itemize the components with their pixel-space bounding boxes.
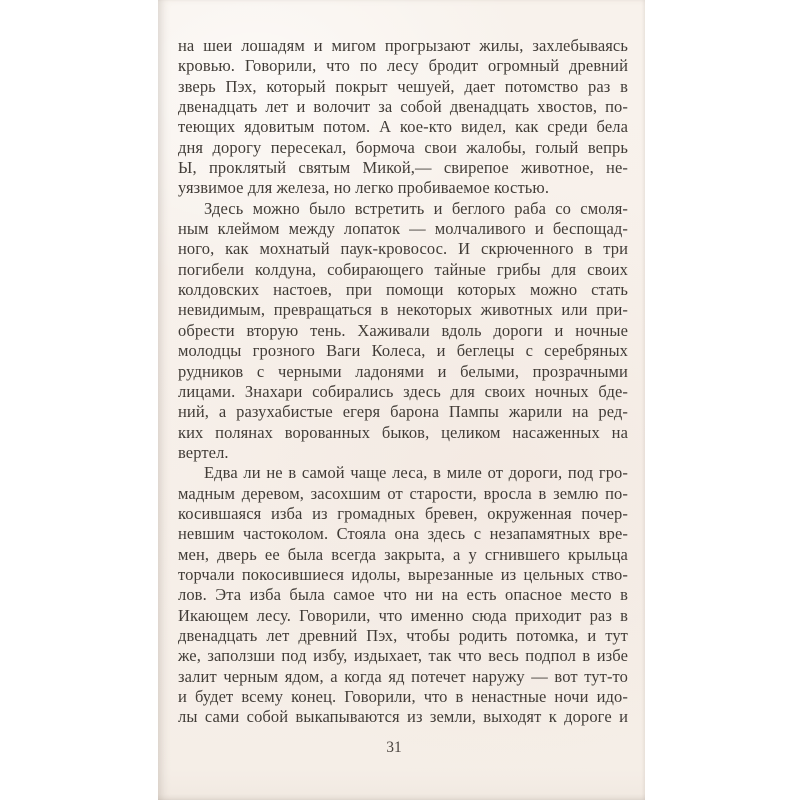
text-line: же, заползши под избу, издыхает, так что весь подпол в избе bbox=[178, 646, 628, 666]
text-line: дня дорогу пересекал, бормоча свои жалобы, голый вепрь bbox=[178, 137, 628, 157]
text-line: теющих ядовитым потом. А кое-кто видел, как среди бела bbox=[178, 117, 628, 137]
paragraph bbox=[178, 199, 628, 463]
text-line: уязвимое для железа, но легко пробиваемое костью. bbox=[178, 178, 550, 198]
text-line: невидимым, превращаться в некоторых животных или при- bbox=[178, 300, 628, 320]
text-line: двенадцать лет древний Пэх, чтобы родить потомка, и тут bbox=[178, 625, 628, 645]
text-line: погибели колдуна, собирающего тайные грибы для своих bbox=[178, 259, 628, 279]
text-line: на шеи лошадям и мигом прогрызают жилы, захлебываясь bbox=[178, 36, 628, 55]
paragraph bbox=[178, 463, 628, 727]
body-text bbox=[178, 36, 628, 728]
text-line: ких полянах ворованных быков, целиком насаженных на bbox=[178, 422, 628, 442]
text-line: зверь Пэх, который покрыт чешуей, дает потомство раз в bbox=[178, 76, 628, 96]
text-line: кровью. Говорили, что по лесу бродит огромный древний bbox=[178, 56, 628, 76]
text-line: ного, как мохнатый паук-кровосос. И скрюченного в три bbox=[178, 239, 628, 259]
text-line: колдовских настоев, при помощи которых можно стать bbox=[178, 280, 628, 300]
text-line: залит черным ядом, а когда яд потечет наружу — вот тут-то bbox=[178, 666, 628, 686]
text-line: ным клеймом между лопаток — молчаливого и беспощад- bbox=[178, 219, 628, 239]
text-line: торчали покосившиеся идолы, вырезанные из цельных ство- bbox=[178, 564, 628, 584]
text-line: обрести вторую тень. Хаживали вдоль дороги и ночные bbox=[178, 320, 628, 340]
text-line: Икающем лесу. Говорили, что именно сюда приходит раз в bbox=[178, 605, 628, 625]
text-line: вертел. bbox=[178, 442, 229, 462]
scanned-page bbox=[158, 0, 645, 800]
page-bottom-shadow bbox=[158, 794, 645, 800]
text-line: рудников с черными ладонями и белыми, прозрачными bbox=[178, 361, 628, 381]
text-line: косившаяся изба из громадных бревен, окруженная почер- bbox=[178, 503, 628, 523]
text-line: Ы, проклятый святым Микой,— свирепое животное, не- bbox=[178, 158, 628, 178]
text-line: Едва ли не в самой чаще леса, в миле от дороги, под гро- bbox=[204, 463, 628, 483]
text-line: Здесь можно было встретить и беглого раба со смоля- bbox=[204, 198, 628, 218]
text-line: мен, дверь ее была всегда закрыта, а у сгнившего крыльца bbox=[178, 544, 628, 564]
paragraph bbox=[178, 36, 628, 199]
text-line: лы сами собой выкапываются из земли, выходят к дороге и bbox=[178, 707, 628, 727]
text-line: молодцы грозного Ваги Колеса, и беглецы с серебряных bbox=[178, 341, 628, 361]
text-line: ний, а разухабистые егеря барона Пампы жарили на ред- bbox=[178, 402, 628, 422]
text-line: двенадцать лет и волочит за собой двенадцать хвостов, по- bbox=[178, 97, 628, 117]
text-line: невшим частоколом. Стояла она здесь с незапамятных вре- bbox=[178, 524, 628, 544]
text-line: и будет всему конец. Говорили, что в ненастные ночи идо- bbox=[178, 687, 628, 706]
text-line: лов. Эта изба была самое что ни на есть опасное место в bbox=[178, 585, 628, 605]
text-line: мадным деревом, засохшим от старости, вросла в землю по- bbox=[178, 483, 628, 503]
text-line: лицами. Знахари собирались здесь для своих ночных бде- bbox=[178, 381, 628, 401]
page-number: 31 bbox=[386, 739, 402, 756]
